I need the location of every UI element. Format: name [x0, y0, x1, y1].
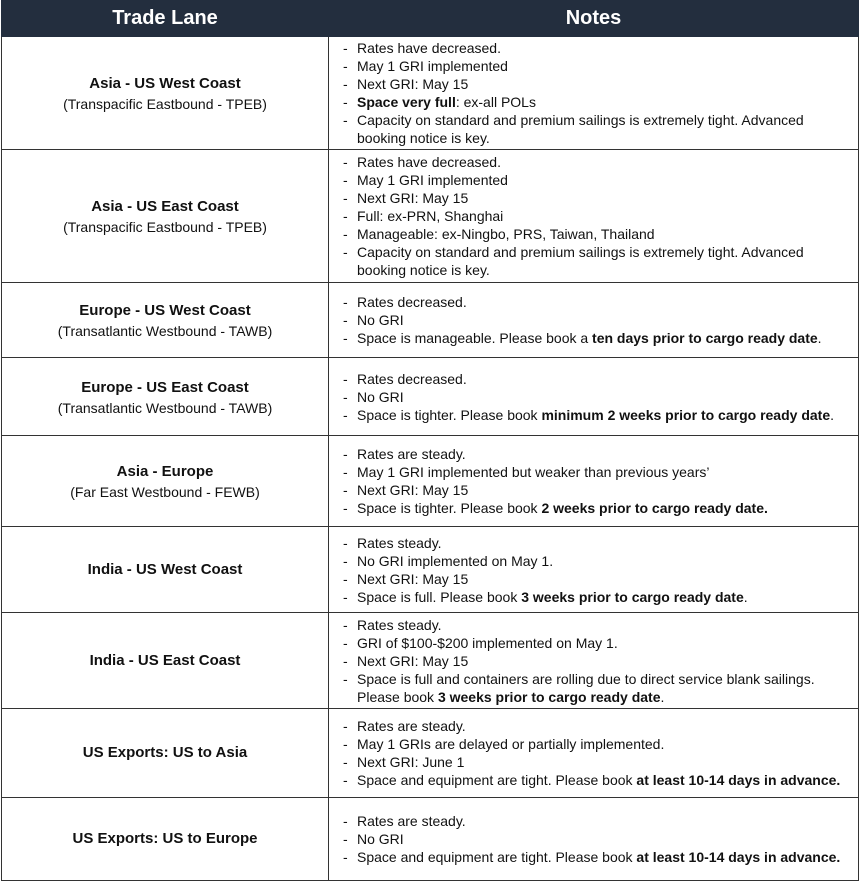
note-text: Manageable: ex-Ningbo, PRS, Taiwan, Thailand — [357, 226, 655, 242]
note-item — [343, 652, 848, 670]
note-text: May 1 GRI implemented but weaker than previous years’ — [357, 464, 710, 480]
notes-cell — [329, 283, 859, 358]
note-item — [343, 570, 848, 588]
note-item — [343, 388, 848, 406]
notes-list — [329, 291, 858, 349]
notes-cell — [329, 150, 859, 283]
note-text: No GRI implemented on May 1. — [357, 552, 554, 569]
trade-lane-subtitle: (Transpacific Eastbound - TPEB) — [63, 219, 267, 235]
notes-list — [329, 532, 858, 608]
notes-cell — [329, 709, 859, 798]
table-row — [2, 436, 859, 527]
note-text: . — [830, 406, 834, 423]
trade-lane-title: Asia - Europe — [116, 463, 214, 480]
trade-lane-title: Asia - US West Coast — [89, 75, 241, 92]
note-item — [343, 329, 848, 347]
note-item — [343, 499, 848, 517]
note-text: Space is manageable. Please book a — [357, 330, 593, 346]
trade-lane-subtitle: (Transatlantic Westbound - TAWB) — [57, 399, 273, 416]
note-text: . — [743, 588, 748, 605]
note-item — [343, 189, 848, 207]
table-row — [2, 37, 859, 150]
note-item — [343, 616, 848, 634]
note-item — [343, 39, 848, 57]
note-text: Next GRI: May 15 — [357, 76, 469, 92]
trade-lane-subtitle: (Far East Westbound - FEWB) — [70, 484, 260, 500]
note-text: Rates are steady. — [357, 718, 466, 734]
note-text: Next GRI: May 15 — [357, 482, 469, 498]
notes-cell — [329, 527, 859, 613]
trade-lane-subtitle: (Transpacific Eastbound - TPEB) — [63, 96, 267, 112]
note-item — [343, 717, 848, 735]
trade-lane-title: Asia - US East Coast — [91, 198, 239, 215]
note-item — [343, 225, 848, 243]
note-emphasis: at least 10-14 days in advance. — [636, 849, 841, 865]
header-notes: Notes — [329, 1, 859, 37]
note-item — [343, 848, 848, 866]
note-emphasis: minimum 2 weeks prior to cargo ready date — [541, 406, 831, 423]
note-text: Next GRI: May 15 — [357, 652, 469, 669]
note-text: Rates steady. — [357, 616, 442, 633]
note-text: Full: ex-PRN, Shanghai — [357, 208, 504, 224]
note-item — [343, 670, 848, 706]
note-text: Rates have decreased. — [357, 154, 501, 170]
note-emphasis: 3 weeks prior to cargo ready date — [437, 688, 661, 705]
note-text: Space and equipment are tight. Please book — [357, 849, 637, 865]
notes-list — [329, 151, 858, 281]
note-item — [343, 370, 848, 388]
trade-lane-cell — [2, 283, 329, 358]
note-text: : ex-all POLs — [455, 94, 536, 110]
trade-lane-title: Europe - US West Coast — [79, 302, 251, 319]
note-item — [343, 153, 848, 171]
note-item — [343, 552, 848, 570]
trade-lane-title: US Exports: US to Asia — [82, 744, 248, 761]
note-item — [343, 445, 848, 463]
header-row — [2, 1, 859, 37]
table-row — [2, 283, 859, 358]
note-text: Rates decreased. — [357, 294, 467, 310]
notes-list — [329, 368, 858, 426]
trade-lane-cell — [2, 37, 329, 150]
trade-lane-title: India - US West Coast — [87, 560, 243, 578]
trade-lane-title: India - US East Coast — [89, 651, 241, 669]
notes-cell — [329, 37, 859, 150]
trade-lane-cell — [2, 613, 329, 709]
note-item — [343, 634, 848, 652]
notes-list — [329, 715, 858, 791]
note-item — [343, 481, 848, 499]
note-item — [343, 171, 848, 189]
note-text: Capacity on standard and premium sailings is extremely tight. Advanced booking notice is key. — [357, 112, 804, 146]
table-row — [2, 358, 859, 436]
note-text: . — [817, 330, 822, 346]
notes-cell — [329, 798, 859, 881]
note-text: Next GRI: May 15 — [357, 190, 469, 206]
trade-lane-title: Europe - US East Coast — [81, 378, 249, 396]
note-item — [343, 812, 848, 830]
note-item — [343, 207, 848, 225]
table-row — [2, 527, 859, 613]
note-text: No GRI — [357, 831, 404, 847]
note-text: Space is tighter. Please book — [357, 500, 542, 516]
note-text: Space is full and containers are rolling due to direct service blank sailings. Please book — [357, 670, 815, 705]
trade-lane-cell — [2, 798, 329, 881]
notes-list — [329, 614, 858, 708]
note-item — [343, 311, 848, 329]
note-text: Capacity on standard and premium sailings is extremely tight. Advanced booking notice is key. — [357, 244, 804, 278]
header-trade-lane: Trade Lane — [2, 1, 329, 37]
note-text: No GRI — [357, 312, 404, 328]
note-text: Next GRI: June 1 — [357, 754, 465, 770]
note-text: May 1 GRI implemented — [357, 58, 508, 74]
note-text: Next GRI: May 15 — [357, 570, 469, 587]
note-emphasis: ten days prior to cargo ready date — [592, 330, 818, 346]
note-item — [343, 93, 848, 111]
note-text: May 1 GRI implemented — [357, 172, 508, 188]
note-text: May 1 GRIs are delayed or partially implemented. — [357, 736, 665, 752]
trade-lane-cell — [2, 150, 329, 283]
note-text: Rates are steady. — [357, 813, 466, 829]
notes-list — [329, 810, 858, 868]
note-item — [343, 735, 848, 753]
trade-lane-table — [1, 0, 859, 881]
note-emphasis: 3 weeks prior to cargo ready date — [521, 588, 744, 605]
note-item — [343, 111, 848, 147]
trade-lane-cell — [2, 527, 329, 613]
trade-lane-title: US Exports: US to Europe — [72, 830, 258, 847]
notes-cell — [329, 358, 859, 436]
trade-lane-cell — [2, 358, 329, 436]
note-item — [343, 771, 848, 789]
note-item — [343, 75, 848, 93]
trade-lane-cell — [2, 436, 329, 527]
notes-cell — [329, 436, 859, 527]
table-row — [2, 613, 859, 709]
notes-list — [329, 443, 858, 519]
note-emphasis: Space very full — [357, 94, 456, 110]
note-item — [343, 830, 848, 848]
table-row — [2, 150, 859, 283]
note-text: Rates steady. — [357, 534, 442, 551]
trade-lane-subtitle: (Transatlantic Westbound - TAWB) — [57, 323, 273, 339]
note-text: . — [660, 688, 665, 705]
note-item — [343, 243, 848, 279]
table-row — [2, 798, 859, 881]
note-item — [343, 753, 848, 771]
notes-list — [329, 37, 858, 149]
note-item — [343, 588, 848, 606]
note-text: Rates are steady. — [357, 446, 466, 462]
note-text: No GRI — [357, 388, 404, 405]
note-emphasis: 2 weeks prior to cargo ready date. — [541, 500, 768, 516]
note-text: Space is full. Please book — [357, 588, 522, 605]
note-item — [343, 534, 848, 552]
notes-cell — [329, 613, 859, 709]
note-item — [343, 463, 848, 481]
note-text: Rates decreased. — [357, 370, 467, 387]
note-text: Space and equipment are tight. Please book — [357, 772, 637, 788]
note-text: GRI of $100-$200 implemented on May 1. — [357, 634, 618, 651]
note-text: Space is tighter. Please book — [357, 406, 542, 423]
note-item — [343, 57, 848, 75]
note-item — [343, 406, 848, 424]
trade-lane-cell — [2, 709, 329, 798]
note-text: Rates have decreased. — [357, 40, 501, 56]
note-emphasis: at least 10-14 days in advance. — [636, 772, 841, 788]
note-item — [343, 293, 848, 311]
table-row — [2, 709, 859, 798]
